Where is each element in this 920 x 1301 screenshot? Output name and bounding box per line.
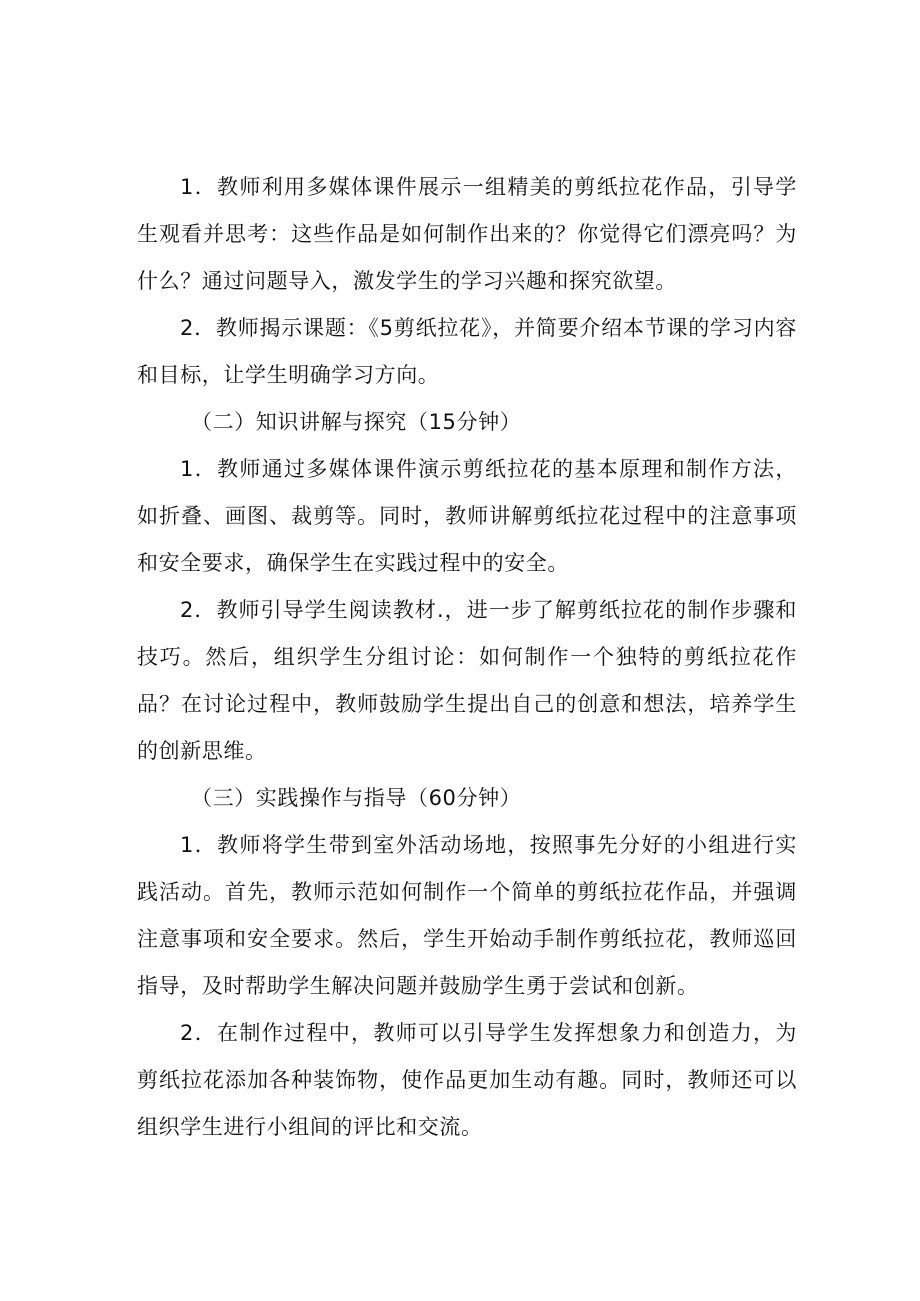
section-heading-practice: （三）实践操作与指导（60分钟）: [191, 786, 522, 810]
paragraph-practice-2: 2．在制作过程中，教师可以引导学生发挥想象力和创造力，为剪纸拉花添加各种装饰物，使作品更加生动有趣。同时，教师还可以组织学生进行小组间的评比和交流。: [137, 1021, 797, 1139]
document-body: [137, 164, 797, 1151]
paragraph-practice-1: 1．教师将学生带到室外活动场地，按照事先分好的小组进行实践活动。首先，教师示范如何制作一个简单的剪纸拉花作品，并强调注意事项和安全要求。然后，学生开始动手制作剪纸拉花，教师巡回指导，及时帮助学生解决问题并鼓励学生勇于尝试和创新。: [137, 833, 797, 998]
paragraph-knowledge-1: 1．教师通过多媒体课件演示剪纸拉花的基本原理和制作方法，如折叠、画图、裁剪等。同时，教师讲解剪纸拉花过程中的注意事项和安全要求，确保学生在实践过程中的安全。: [137, 457, 797, 575]
paragraph-intro-2: 2．教师揭示课题：《5剪纸拉花》，并简要介绍本节课的学习内容和目标，让学生明确学习方向。: [137, 316, 797, 387]
paragraph-knowledge-2: 2．教师引导学生阅读教材.，进一步了解剪纸拉花的制作步骤和技巧。然后，组织学生分组讨论：如何制作一个独特的剪纸拉花作品？在讨论过程中，教师鼓励学生提出自己的创意和想法，培养学生的创新思维。: [137, 598, 797, 763]
paragraph-intro-1: 1．教师利用多媒体课件展示一组精美的剪纸拉花作品，引导学生观看并思考：这些作品是如何制作出来的？你觉得它们漂亮吗？为什么？通过问题导入，激发学生的学习兴趣和探究欲望。: [137, 175, 797, 293]
section-heading-knowledge: （二）知识讲解与探究（15分钟）: [191, 410, 522, 434]
